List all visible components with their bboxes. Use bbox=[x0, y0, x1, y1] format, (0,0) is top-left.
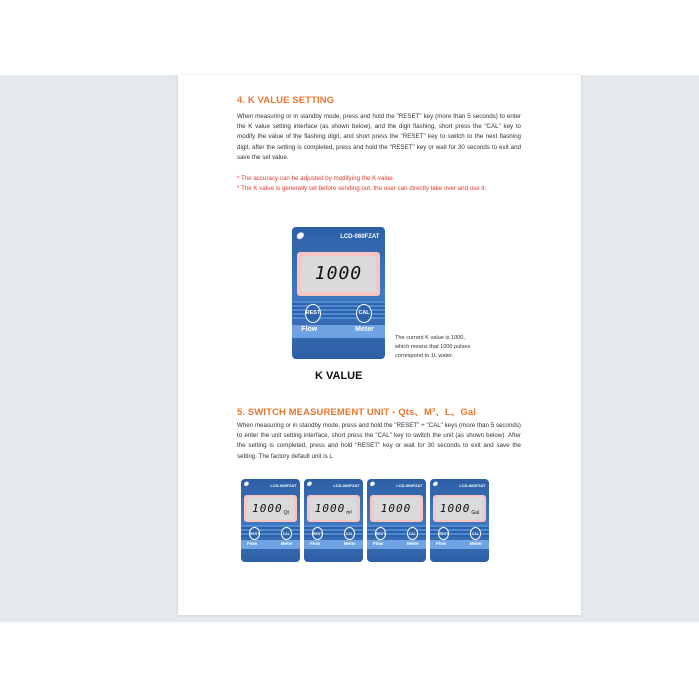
device-flow-label: Flow bbox=[246, 541, 258, 547]
section5-paragraph: When measuring or in standby mode, press and hold the "RESET" + "CAL" keys (more than 5 seconds) to enter the unit setting interface, short press the "CAL" key to switch the unit (as shown below). After the setting is completed, press and hold "RESET" key or wait for 30 seconds to exit and save the setting. The factory default unit is L bbox=[237, 422, 521, 460]
device-readout: 1000 bbox=[314, 501, 346, 515]
unit-device-gal bbox=[430, 479, 489, 562]
device-reset-button: REST bbox=[438, 527, 449, 540]
device-reset-button: REST bbox=[312, 527, 323, 540]
brand-logo-icon: ✺ bbox=[432, 482, 438, 489]
device-model: LCD-060FZAT bbox=[270, 483, 297, 489]
unit-device-l bbox=[367, 479, 426, 562]
k-value-caption: The current K value is 1000, which means that 1000 pulses correspond to 1L water. bbox=[395, 335, 471, 360]
device-reset-button: REST bbox=[249, 527, 260, 540]
device-flow-label: Flow bbox=[301, 326, 318, 333]
unit-device-qts bbox=[241, 479, 300, 562]
device-meter-label: Meter bbox=[343, 541, 356, 547]
section4-note-1: * The accuracy can be adjusted by modifying the K value. bbox=[237, 175, 395, 182]
brand-logo-icon: ✺ bbox=[295, 230, 304, 241]
device-readout: 1000 bbox=[314, 263, 363, 285]
device-flow-label: Flow bbox=[309, 541, 321, 547]
device-unit: Qt bbox=[283, 509, 289, 516]
device-unit: m³ bbox=[346, 509, 353, 516]
device-readout: 1000 bbox=[252, 501, 283, 515]
device-meter-label: Meter bbox=[406, 541, 419, 547]
device-reset-button: REST bbox=[375, 527, 386, 540]
section4-note-2: * The K value is generally set before sending out, the user can directly take over and use it. bbox=[237, 185, 487, 192]
device-meter-label: Meter bbox=[355, 326, 374, 333]
device-screen bbox=[297, 252, 381, 296]
device-meter-label: Meter bbox=[469, 541, 482, 547]
device-model: LCD-060FZAT bbox=[340, 233, 380, 240]
device-cal-button: CAL bbox=[407, 527, 418, 540]
document-page bbox=[178, 75, 581, 615]
section4-paragraph: When measuring or in standby mode, press and hold the "RESET" key (more than 5 seconds) to enter the K value setting interface (as shown below), and the digit flashing, short press the "CAL" key to modify the value of the flashing digit, and short press the "RESET" key to switch to the next flashing digit, after the setting is completed, press and hold the "RESET" key or wait for 30 seconds to exit and save the set value. bbox=[237, 113, 521, 161]
device-readout: 1000 bbox=[439, 501, 471, 515]
device-meter-label: Meter bbox=[280, 541, 293, 547]
device-flow-label: Flow bbox=[372, 541, 384, 547]
unit-device-m3 bbox=[304, 479, 363, 562]
k-value-device-image bbox=[292, 227, 385, 359]
brand-logo-icon: ✺ bbox=[306, 482, 312, 489]
brand-logo-icon: ✺ bbox=[369, 482, 375, 489]
section5-heading: 5. SWITCH MEASUREMENT UNIT - Qts、M³、L、Gal bbox=[237, 407, 476, 418]
device-cal-button: CAL bbox=[470, 527, 481, 540]
device-readout: 1000 bbox=[380, 501, 412, 515]
device-cal-button: CAL bbox=[356, 304, 372, 323]
device-reset-button: REST bbox=[305, 304, 321, 323]
device-cal-button: CAL bbox=[344, 527, 355, 540]
section4-heading: 4. K VALUE SETTING bbox=[237, 95, 335, 106]
k-value-image-label: K VALUE bbox=[315, 370, 363, 382]
device-cal-button: CAL bbox=[281, 527, 292, 540]
device-model: LCD-060FZAT bbox=[333, 483, 360, 489]
device-model: LCD-060FZAT bbox=[396, 483, 423, 489]
brand-logo-icon: ✺ bbox=[243, 482, 249, 489]
device-flow-label: Flow bbox=[435, 541, 447, 547]
device-unit: Gal bbox=[471, 509, 480, 516]
device-model: LCD-060FZAT bbox=[459, 483, 486, 489]
